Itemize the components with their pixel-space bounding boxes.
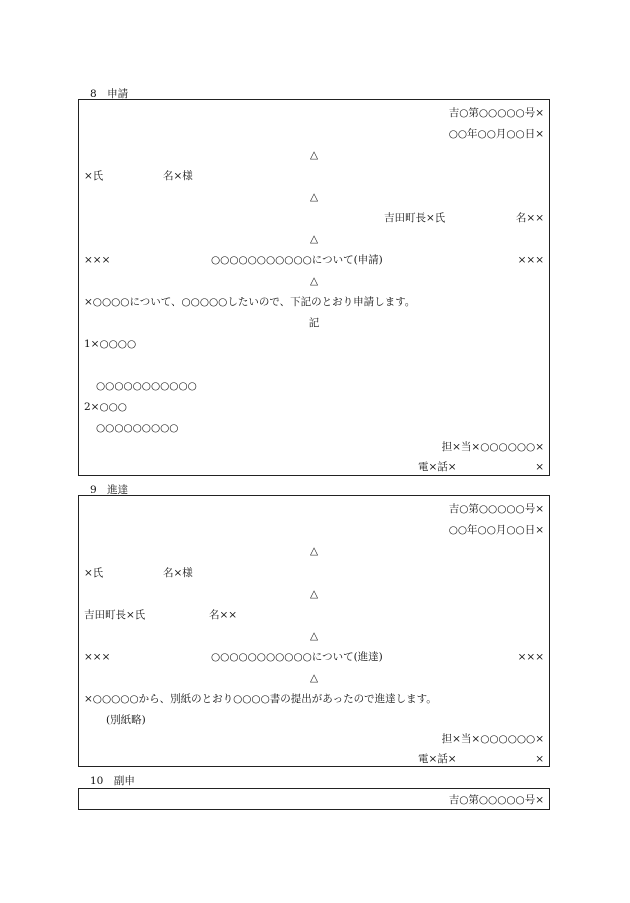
doc-number: 吉○第○○○○○号× <box>448 503 544 515</box>
section-9-box <box>78 495 550 767</box>
sender-surname: 吉田町長×氏 <box>384 212 446 224</box>
attachment-note: (別紙略) <box>106 714 146 726</box>
contact-phone-end: × <box>535 461 544 473</box>
placeholder-mark: △ <box>309 545 319 557</box>
subject-line: ○○○○○○○○○○○について(申請) <box>211 254 383 266</box>
section-8-title: 8 申請 <box>90 88 129 100</box>
sender-surname: 吉田町長×氏 <box>84 609 146 621</box>
doc-number: 吉○第○○○○○号× <box>448 107 544 119</box>
item-2: 2×○○○ <box>84 401 127 413</box>
placeholder-mark: △ <box>309 672 319 684</box>
recipient-name: 名×様 <box>163 567 193 579</box>
sender-name: 名×× <box>209 609 238 621</box>
subject-spacer-left: ××× <box>84 254 111 266</box>
body-text: ×○○○○について、○○○○○したいので、下記のとおり申請します。 <box>84 296 416 308</box>
sender-name: 名×× <box>515 212 544 224</box>
placeholder-mark: △ <box>309 191 319 203</box>
section-10-box <box>78 788 550 810</box>
section-9-title: 9 進達 <box>90 484 129 496</box>
contact-phone-end: × <box>535 753 544 765</box>
recipient-surname: ×氏 <box>84 567 104 579</box>
doc-date: ○○年○○月○○日× <box>448 524 544 536</box>
contact-phone-label: 電×話× <box>418 461 457 473</box>
placeholder-mark: △ <box>309 233 319 245</box>
placeholder-mark: △ <box>309 149 319 161</box>
doc-number: 吉○第○○○○○号× <box>448 794 544 806</box>
placeholder-mark: △ <box>309 275 319 287</box>
subject-spacer-right: ××× <box>517 254 544 266</box>
placeholder-mark: △ <box>309 630 319 642</box>
contact-person: 担×当×○○○○○○× <box>441 733 544 745</box>
subject-spacer-right: ××× <box>517 651 544 663</box>
body-text: ×○○○○○から、別紙のとおり○○○○書の提出があったので進達します。 <box>84 693 437 705</box>
item-1-detail: ○○○○○○○○○○○ <box>96 380 197 392</box>
subject-line: ○○○○○○○○○○○について(進達) <box>211 651 383 663</box>
item-1: 1×○○○○ <box>84 338 137 350</box>
recipient-name: 名×様 <box>163 170 193 182</box>
section-10-title: 10 副申 <box>90 775 135 787</box>
item-2-detail: ○○○○○○○○○ <box>96 422 179 434</box>
recipient-surname: ×氏 <box>84 170 104 182</box>
contact-phone-label: 電×話× <box>418 753 457 765</box>
doc-date: ○○年○○月○○日× <box>448 128 544 140</box>
placeholder-mark: △ <box>309 588 319 600</box>
contact-person: 担×当×○○○○○○× <box>441 441 544 453</box>
section-8-box <box>78 99 550 476</box>
subject-spacer-left: ××× <box>84 651 111 663</box>
ki-heading: 記 <box>308 317 320 329</box>
